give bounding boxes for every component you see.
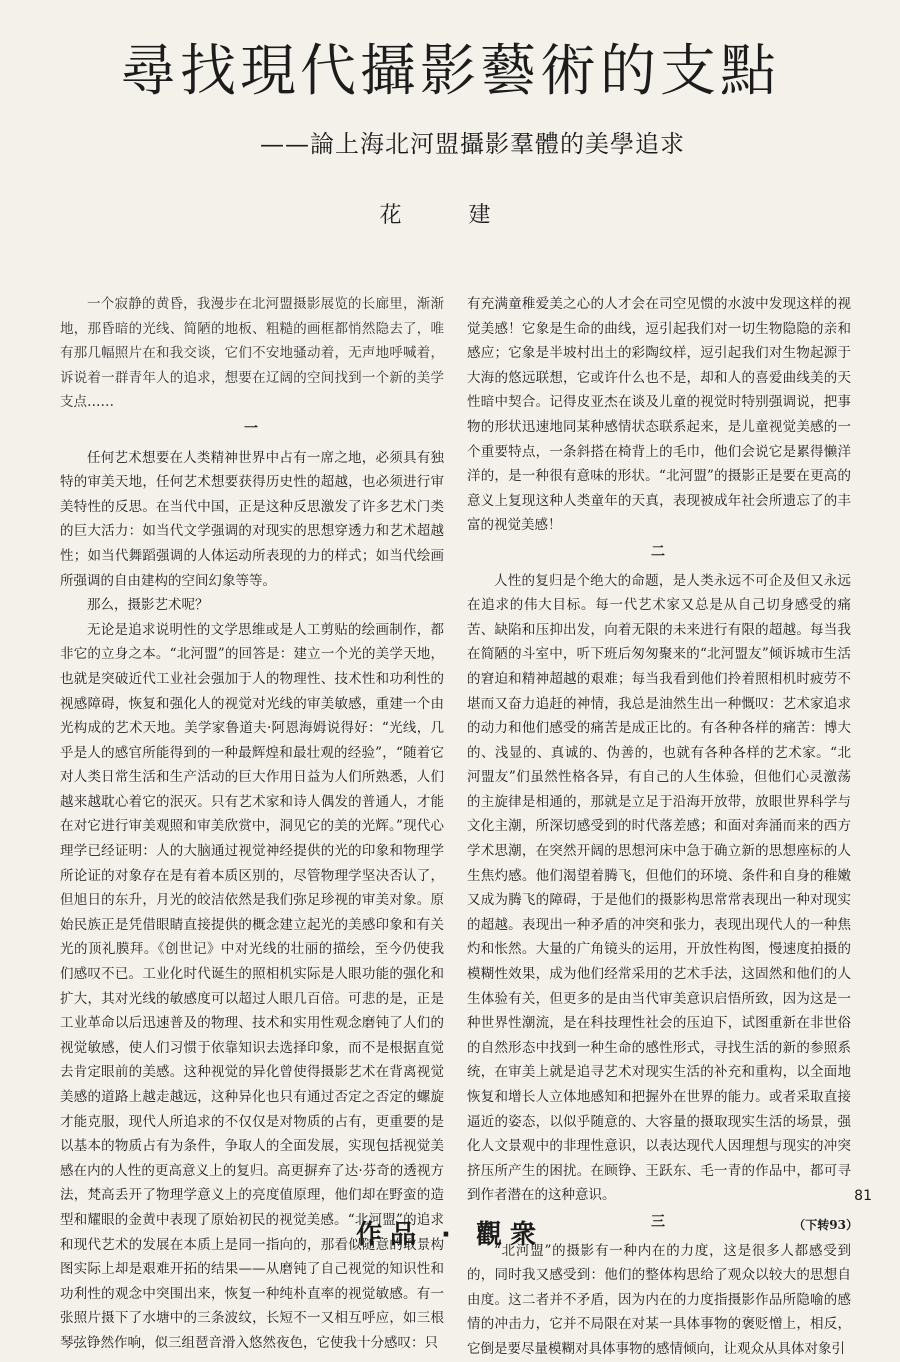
article-author: 花 建 [379,203,521,228]
body-paragraph: 任何艺术想要在人类精神世界中占有一席之地，必须具有独特的审美天地，任何艺术想要获得历史性的超越，也必须进行审美特性的反思。在当代中国，正是这种反思激发了许多艺术门类的巨大活力：如当代文学强调的对现实的思想穿透力和艺术超越性；如当代舞蹈强调的人体运动所表现的力的样式；如当代绘画所强调的自由建构的空间幻象等等。 [60,449,444,589]
body-paragraph: “北河盟”的摄影有一种内在的力度，这是很多人都感受到的，同时我又感受到：他们的整体构思给了观众以较大的思想自由度。这二者并不矛盾，因为内在的力度指摄影作品所隐喻的感情的冲击力，它并不局限在对某一具体事物的褒贬憎上，相反，它倒是要尽量模糊对具体事物的感情倾向，让观众从具体对象引 [467,1242,851,1357]
page-number: 81 [854,1188,872,1204]
article-title: 尋找現代攝影藝術的支點 [120,39,780,104]
body-paragraph: 无论是追求说明性的文学思维或是人工剪贴的绘画制作，都非它的立身之本。“北河盟”的回答是：建立一个光的美学天地，也就是突破近代工业社会强加于人的物理性、技术性和功利性的视感障碍，恢复和强化人的视觉对光线的审美敏感，重建一个由光构成的艺术天地。美学家鲁道夫·阿恩海姆说得好：“光线，几乎是人的感官所能得到的一种最辉煌和最壮观的经验”，“随着它对人类日常生活和生产活动的巨大作用日益为人们所熟悉，人们越来越耽心着它的泯灭。只有艺术家和诗人偶发的普通人，才能在对它进行审美观照和审美欣赏中，洞见它的美的光辉。”现代心理学已经证明：人的大脑通过视觉神经提供的光的印象和物理学所论证的对象存在是有着本质区别的，尽管物理学坚决否认了，但旭日的东升，月光的皎洁依然是我们弥足珍视的审美对象。原始民族正是凭借眼睛直接提供的概念建立起光的美感印象和有关光的顶礼膜拜。《创世记》中对光线的壮丽的描绘，至今仍使我们感叹不已。工业化时代诞生的照相机实际是人眼功能的强化和扩大，其对光线的敏感度可以超过人眼几百倍。可悲的是，正是工业革命以后迅速普及的物理、技术和实用性观念磨钝了人们的视觉敏感，使人们习惯于依靠知识去选择印象，而不是根据直觉去肯定眼前的美感。这种视觉的异化曾使得摄影艺术在背离视觉美感的道路上越走越远，这种异化也只有通过否定之否定的螺旋才能克服，现代人所追求的不仅仅是对物质的占有，更重要的是以基本的物质占有为条件，争取人的全面发展，实现包括视觉美感在内的人性的更高意义上的复归。高更摒弃了达·芬奇的透视方法，梵高丢开了物理学意义上的亮度值原理，他们却在野蛮的造型和耀眼的金黄中表现了原始初民的视觉美感。“北河盟”的追求和现代艺术的发展在本质上是同一指向的，那看似随意的取景构图实际上却是艰难开拓的结果——从磨钝了自己视觉的知识性和功利性的观念中突围出来，恢复一种纯朴直率的视觉敏感。有一张照片摄下了水塘中的三条波纹，长短不一又相互呼应，如三根琴弦铮然作响，似三组琶音滑入悠然夜色，它使我十分感叹：只 [60,621,444,1351]
body-paragraph: 有充满童稚爱美之心的人才会在司空见惯的水波中发现这样的视觉美感！它象是生命的曲线，逗引起我们对一切生物隐隐的亲和感应；它象是半坡村出土的彩陶纹样，逗引起我们对生物起源于大海的悠远联想，它或许什么也不是，却和人的喜爱曲线美的天性暗中契合。记得皮亚杰在谈及儿童的视觉时特别强调说，把事物的形状迅速地同某种感情状态联系起来，是儿童视觉美感的一个重要特点，一条斜搭在椅背上的毛巾，他们会说它是累得懒洋洋的，是一种很有意味的形状。“北河盟”的摄影正是要在更高的意义上复现这种人类童年的天真，表现被成年社会所遗忘了的丰富的视觉美感！ [467,296,851,534]
epigraph-paragraph: 一个寂静的黄昏，我漫步在北河盟摄影展览的长廊里，渐渐地，那昏暗的光线、简陋的地板、粗糙的画框都悄然隐去了，唯有那几幅照片在和我交谈，它们不安地骚动着，无声地呼喊着，诉说着一群青年人的追求，想要在辽阔的空间找到一个新的美学支点…… [60,296,444,411]
body-paragraph: 那么，摄影艺术呢？ [87,597,209,614]
section-heading-3: 三 [651,1213,667,1230]
article-subtitle: ——論上海北河盟攝影羣體的美學追求 [260,130,685,158]
section-heading-1: 一 [244,420,260,437]
body-paragraph: 人性的复归是个绝大的命题，是人类永远不可企及但又永远在追求的伟大目标。每一代艺术家又总是从自己切身感受的痛苦、缺陷和压抑出发，向着无限的未来进行有限的超越。每当我在简陋的斗室中，听下班后匆匆聚来的“北河盟友”倾诉城市生活的窘迫和精神超越的艰难；每当我看到他们拎着照相机时疲劳不堪而又奋力追赶的神情，我总是油然生出一种慨叹：艺术家追求的动力和他们感受的痛苦是成正比的。有各种各样的痛苦：博大的、浅显的、真诚的、伪善的，也就有各种各样的艺术家。“北河盟友”们虽然性格各异，有自己的人生体验，但他们心灵激荡的主旋律是相通的，那就是立足于沿海开放带，放眼世界科学与文化主潮，所深切感受到的时代落差感；和面对奔涌而来的西方学术思潮，在突然开阔的思想河床中急于确立新的思想座标的人生焦灼感。他们渴望着腾飞，但他们的环境、条件和自身的稚嫩又成为腾飞的障碍，于是他们的摄影构思常常表现出一种对现实的超越。表现出一种矛盾的冲突和张力，表现出现代人的一种焦灼和怅然。大量的广角镜头的运用，开放性构图，慢速度拍摄的模糊性效果，成为他们经常采用的艺术手法，这固然和他们的人生体验有关，但更多的是由当代审美意识启悟所致，因为这是一种世界性潮流，是在科技理性社会的压迫下，试图重新在非世俗的自然形态中找到一种生命的感性形式，寻找生活的新的参照系统，在审美上就是追寻艺术对现实生活的补充和重构，以全面地恢复和增长人立体地感知和把握外在世界的能力。或者采取直接逼近的姿态，以似乎随意的、大容量的摄取现实生活的场景，强化人文景观中的非理性意识，以表达现代人因理想与现实的冲突挤压所产生的困扰。在顾铮、王跃东、毛一青的作品中，都可寻到作者潜在的这种意识。 [467,572,851,1204]
section-heading-2: 二 [651,543,667,560]
continued-note: （下转93） [793,1218,858,1232]
left-column [60,292,444,1356]
right-column [467,292,851,1362]
column-footer-title: 作品 · 觀衆 [356,1220,544,1250]
